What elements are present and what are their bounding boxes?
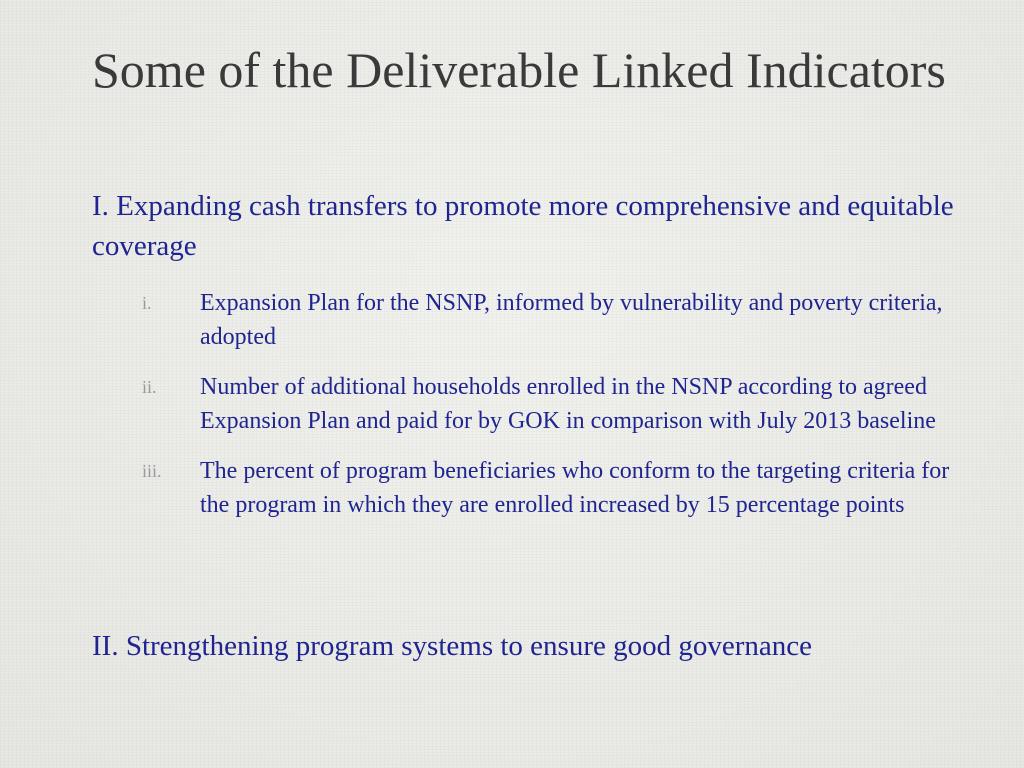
list-marker: i. (142, 293, 152, 313)
indicator-list (92, 286, 972, 538)
list-marker: ii. (142, 377, 157, 397)
list-item (92, 454, 972, 522)
list-item (92, 370, 972, 438)
section-heading-2: II. Strengthening program systems to ensure good governance (92, 630, 812, 662)
list-marker: iii. (142, 461, 162, 481)
list-item-text: The percent of program beneficiaries who conform to the targeting criteria for the program in which they are enrolled increased by 15 percentage points (200, 458, 950, 518)
list-item (92, 286, 972, 354)
slide-title: Some of the Deliverable Linked Indicators (92, 42, 946, 98)
list-item-text: Number of additional households enrolled in the NSNP according to agreed Expansion Plan and paid for by GOK in comparison with July 2013 baseline (200, 374, 936, 434)
list-item-text: Expansion Plan for the NSNP, informed by vulnerability and poverty criteria, adopted (200, 290, 943, 350)
section-heading-1: I. Expanding cash transfers to promote more comprehensive and equitable coverage (92, 190, 954, 262)
